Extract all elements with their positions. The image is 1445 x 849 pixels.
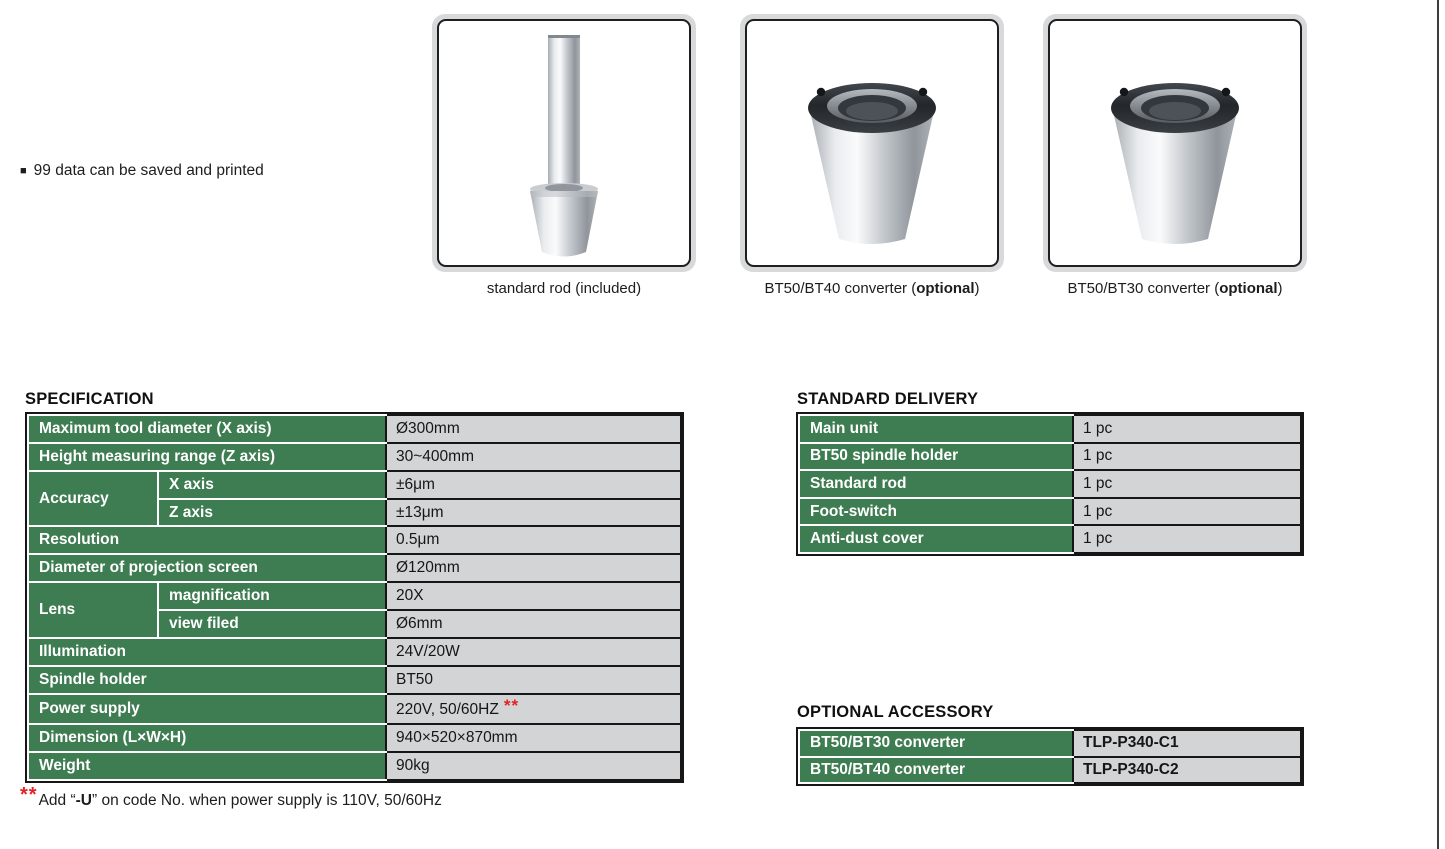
spec-label-cell: Diameter of projection screen [28, 554, 386, 582]
spec-group-cell: Accuracy [28, 471, 158, 527]
footnote-text: Add “ [38, 792, 76, 809]
table-row [28, 554, 681, 582]
delivery-item-cell: Foot-switch [799, 498, 1073, 526]
caption-bold: optional [1219, 280, 1278, 297]
specification-table [25, 412, 684, 783]
page-edge-line [1437, 0, 1439, 849]
product-card-bt50-bt30 [1043, 14, 1307, 272]
spec-label-cell: Weight [28, 752, 386, 780]
delivery-qty-cell: 1 pc [1073, 415, 1301, 443]
delivery-qty-cell: 1 pc [1073, 443, 1301, 471]
footnote-text-2: ” on code No. when power supply is 110V, 50/60Hz [92, 792, 442, 809]
product-caption [432, 280, 696, 297]
product-card-frame [1048, 19, 1302, 267]
spec-value-cell: 90kg [386, 752, 681, 780]
spec-sublabel-cell: X axis [158, 471, 386, 499]
spec-sublabel-cell: view filed [158, 610, 386, 638]
optional-accessory-table [796, 727, 1304, 786]
spec-label-cell: Dimension (L×W×H) [28, 724, 386, 752]
product-card-standard-rod [432, 14, 696, 272]
table-row [28, 638, 681, 666]
product-card-bt50-bt40 [740, 14, 1004, 272]
spec-value-cell: 0.5μm [386, 526, 681, 554]
power-supply-value: 220V, 50/60HZ [396, 700, 499, 718]
delivery-qty-cell: 1 pc [1073, 525, 1301, 553]
delivery-item-cell: BT50 spindle holder [799, 443, 1073, 471]
spec-value-cell: 30~400mm [386, 443, 681, 471]
spec-value-cell: BT50 [386, 666, 681, 694]
caption-text: standard rod (included) [486, 280, 642, 297]
table-row [28, 582, 681, 610]
table-row [799, 757, 1301, 784]
spec-value-cell: ±6μm [386, 471, 681, 499]
footnote-asterisk-marker: ** [20, 784, 38, 806]
delivery-qty-cell: 1 pc [1073, 470, 1301, 498]
feature-note [20, 162, 264, 180]
product-card-frame [745, 19, 999, 267]
caption-text-2: ) [1277, 280, 1283, 297]
spec-value-cell: Ø120mm [386, 554, 681, 582]
table-row [28, 415, 681, 443]
spec-label-cell: Power supply [28, 694, 386, 725]
double-asterisk-marker: ** [503, 695, 520, 715]
spec-value-cell: Ø6mm [386, 610, 681, 638]
standard-delivery-title: STANDARD DELIVERY [797, 390, 979, 408]
feature-note-text: 99 data can be saved and printed [33, 162, 264, 179]
table-row [28, 694, 681, 725]
table-row [799, 443, 1301, 471]
spec-value-cell [386, 694, 681, 725]
table-row [28, 724, 681, 752]
spec-sublabel-cell: magnification [158, 582, 386, 610]
footnote [20, 784, 442, 810]
delivery-qty-cell: 1 pc [1073, 498, 1301, 526]
table-row [28, 471, 681, 499]
standard-delivery-table [796, 412, 1304, 556]
product-card-frame [437, 19, 691, 267]
delivery-item-cell: Standard rod [799, 470, 1073, 498]
caption-bold: optional [916, 280, 975, 297]
table-row [28, 666, 681, 694]
spec-label-cell: Resolution [28, 526, 386, 554]
table-row [28, 443, 681, 471]
bt50-bt30-converter-image [1050, 21, 1300, 265]
spec-label-cell: Illumination [28, 638, 386, 666]
spec-group-cell: Lens [28, 582, 158, 638]
spec-value-cell: 24V/20W [386, 638, 681, 666]
table-row [799, 498, 1301, 526]
spec-value-cell: 940×520×870mm [386, 724, 681, 752]
table-row [28, 526, 681, 554]
spec-label-cell: Spindle holder [28, 666, 386, 694]
spec-value-cell: Ø300mm [386, 415, 681, 443]
product-caption [740, 280, 1004, 297]
caption-text: BT50/BT40 converter ( [764, 280, 917, 297]
accessory-code-cell: TLP-P340-C1 [1073, 730, 1301, 757]
table-row [799, 415, 1301, 443]
spec-label-cell: Height measuring range (Z axis) [28, 443, 386, 471]
standard-rod-image [439, 21, 689, 265]
optional-accessory-title: OPTIONAL ACCESSORY [797, 703, 994, 721]
spec-value-cell: 20X [386, 582, 681, 610]
caption-text: BT50/BT30 converter ( [1067, 280, 1220, 297]
bullet-square-icon: ■ [20, 165, 27, 177]
specification-title: SPECIFICATION [25, 390, 154, 408]
product-caption [1043, 280, 1307, 297]
spec-sublabel-cell: Z axis [158, 499, 386, 527]
spec-value-cell: ±13μm [386, 499, 681, 527]
accessory-item-cell: BT50/BT30 converter [799, 730, 1073, 757]
table-row [799, 525, 1301, 553]
table-row [799, 730, 1301, 757]
accessory-code-cell: TLP-P340-C2 [1073, 757, 1301, 784]
footnote-bold: -U [75, 792, 92, 809]
caption-text-2: ) [974, 280, 980, 297]
table-row [799, 470, 1301, 498]
bt50-bt40-converter-image [747, 21, 997, 265]
delivery-item-cell: Main unit [799, 415, 1073, 443]
table-row [28, 752, 681, 780]
accessory-item-cell: BT50/BT40 converter [799, 757, 1073, 784]
delivery-item-cell: Anti-dust cover [799, 525, 1073, 553]
spec-label-cell: Maximum tool diameter (X axis) [28, 415, 386, 443]
